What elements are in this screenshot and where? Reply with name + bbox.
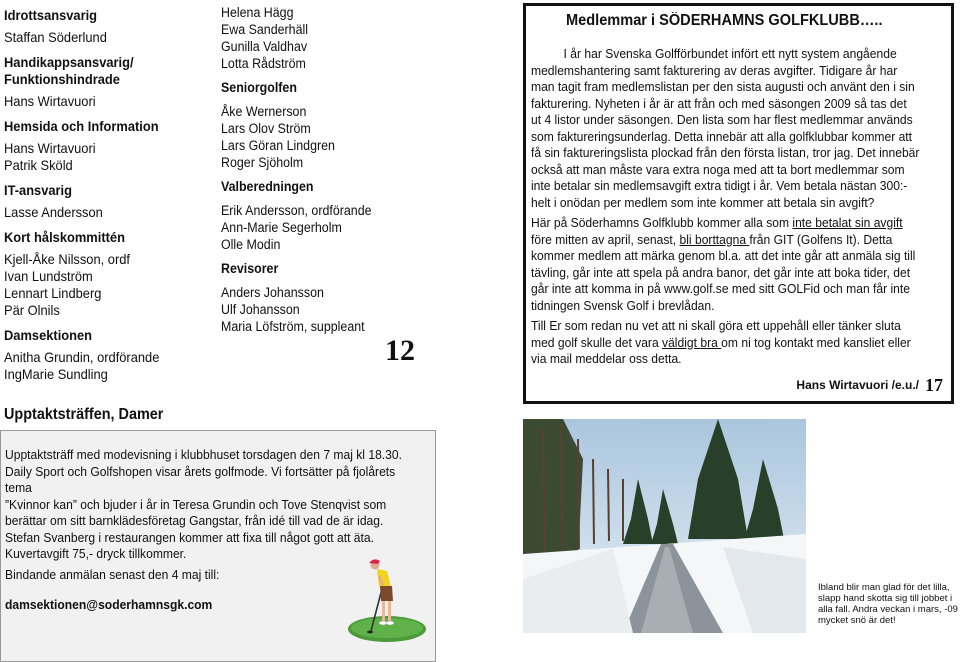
photo-caption: Ibland blir man glad för det lilla, slapp hand skotta sig till jobbet i alla fall. Andra veckan i mars, -09 mycket snö är det! [818, 582, 958, 626]
event-line: berättar om sitt barnklädesföretag Gangstar, från idé till vad de är idag. [5, 513, 384, 528]
event-title: Upptaktsträffen, Damer [4, 406, 164, 423]
name: Lotta Rådström [221, 56, 306, 71]
name: Patrik Sköld [4, 157, 73, 173]
heading-revisorer: Revisorer [221, 261, 279, 276]
event-box [0, 430, 436, 662]
news-paragraph [531, 215, 920, 314]
name: Helena Hägg [221, 5, 294, 20]
underlined-text: inte betalat sin avgift [792, 215, 903, 230]
name: Lennart Lindberg [4, 285, 102, 301]
news-box [523, 3, 954, 404]
news-title: Medlemmar i SÖDERHAMNS GOLFKLUBB….. [566, 12, 883, 29]
event-email-link[interactable]: damsektionen@soderhamnsgk.com [5, 597, 213, 612]
text-span: om ni tog kontakt med kansliet eller via mail meddelar oss detta. [531, 334, 911, 366]
name: Hans Wirtavuori [4, 93, 96, 109]
text-span: från GIT (Golfens It). Detta kommer medlem att märka genom bl.a. att det inte går att anmäla sig till tävling, går inte att spela på andra banor, det går inte att boka tider, det går inte att komma in på www.golf.se med sitt GOLFid och man får inte tidningen Svensk Golf i brevlådan. [531, 231, 916, 313]
name: Ulf Johansson [221, 302, 300, 317]
heading-kort-halskommitten: Kort hålskommittén [4, 229, 125, 245]
event-line: Upptaktsträff med modevisning i klubbhuset torsdagen den 7 maj kl 18.30. [5, 447, 402, 462]
heading-damsektionen: Damsektionen [4, 327, 93, 343]
event-line: Kuvertavgift 75,- dryck tillkommer. [5, 546, 187, 561]
name: Maria Löfström, suppleant [221, 319, 365, 334]
event-deadline: Bindande anmälan senast den 4 maj till: [5, 567, 220, 582]
name: Lasse Andersson [4, 204, 103, 220]
snowy-road-photo [523, 419, 806, 633]
golfer-illustration-icon [347, 557, 429, 643]
name: Ann-Marie Segerholm [221, 220, 342, 235]
page-number: 12 [385, 334, 415, 367]
underlined-text: bli borttagna [679, 231, 750, 247]
event-body [5, 447, 405, 563]
heading-hemsida: Hemsida och Information [4, 118, 159, 134]
name: Kjell-Åke Nilsson, ordf [4, 251, 130, 267]
news-paragraph [531, 318, 920, 368]
name: Anitha Grundin, ordförande [4, 349, 160, 365]
event-line: ”Kvinnor kan” och bjuder i år in Teresa Grundin och Tove Stenqvist som [5, 496, 387, 512]
text-span: Här på Söderhamns Golfklubb kommer alla som [531, 215, 793, 230]
event-line: Stefan Svanberg i restaurangen kommer att fixa till något gott att äta. [5, 529, 374, 545]
name: Ivan Lundström [4, 268, 93, 284]
heading-funktionshindrade: Funktionshindrade [4, 71, 120, 87]
name: Staffan Söderlund [4, 29, 107, 45]
name: Gunilla Valdhav [221, 39, 308, 54]
committee-column-middle [221, 4, 421, 335]
heading-seniorgolfen: Seniorgolfen [221, 80, 297, 95]
name: Lars Olov Ström [221, 121, 311, 136]
event-line: Daily Sport och Golfshopen visar årets golfmode. Vi fortsätter på fjolårets tema [5, 463, 396, 495]
name: Ewa Sanderhäll [221, 22, 308, 37]
underlined-text: väldigt bra [662, 334, 722, 350]
signature-number: 17 [925, 375, 943, 395]
text-span: Till Er som redan nu vet att ni skall göra ett uppehåll eller tänker sluta med golf skulle det vara [531, 318, 901, 350]
name: Roger Sjöholm [221, 155, 304, 170]
name: Åke Wernerson [221, 104, 307, 119]
heading-it-ansvarig: IT-ansvarig [4, 182, 73, 198]
name: Pär Olnils [4, 302, 60, 318]
heading-valberedningen: Valberedningen [221, 179, 314, 194]
name: IngMarie Sundling [4, 366, 108, 382]
name: Erik Andersson, ordförande [221, 203, 372, 218]
news-signature: Hans Wirtavuori /e.u./ [796, 378, 919, 392]
name: Olle Modin [221, 237, 281, 252]
committee-column-left [4, 4, 204, 383]
heading-idrottsansvarig: Idrottsansvarig [4, 7, 98, 23]
heading-handikappsansvarig: Handikappsansvarig/ [4, 54, 134, 70]
name: Hans Wirtavuori [4, 140, 96, 156]
text-span: före mitten av april, senast, [531, 231, 680, 247]
name: Anders Johansson [221, 285, 324, 300]
name: Lars Göran Lindgren [221, 138, 335, 153]
news-paragraph: I år har Svenska Golfförbundet infört ett nytt system angående medlemshantering samt fakturering av deras avgifter. Tidigare år har man tagit fram medlemslistan per den sista augusti och använt den i sin fakturering. Nyheten i år är att från och med säsongen 2009 så tas det ut 4 listor under säsongen. Den lista som har flest medlemmar används som faktureringsunderlag. Detta innebär att alla golfklubbar kommer att få sin faktureringslista plockad från den första listan, tror jag. Det innebär också att man måste vara extra noga med att ta bort medlemmar som inte betalar sin medlemsavgift extra tidigt i år. Vem betala nästan 300:- helt i onödan per medlem som inte kommer att betala sin avgift? [531, 46, 920, 210]
news-body [531, 46, 920, 372]
